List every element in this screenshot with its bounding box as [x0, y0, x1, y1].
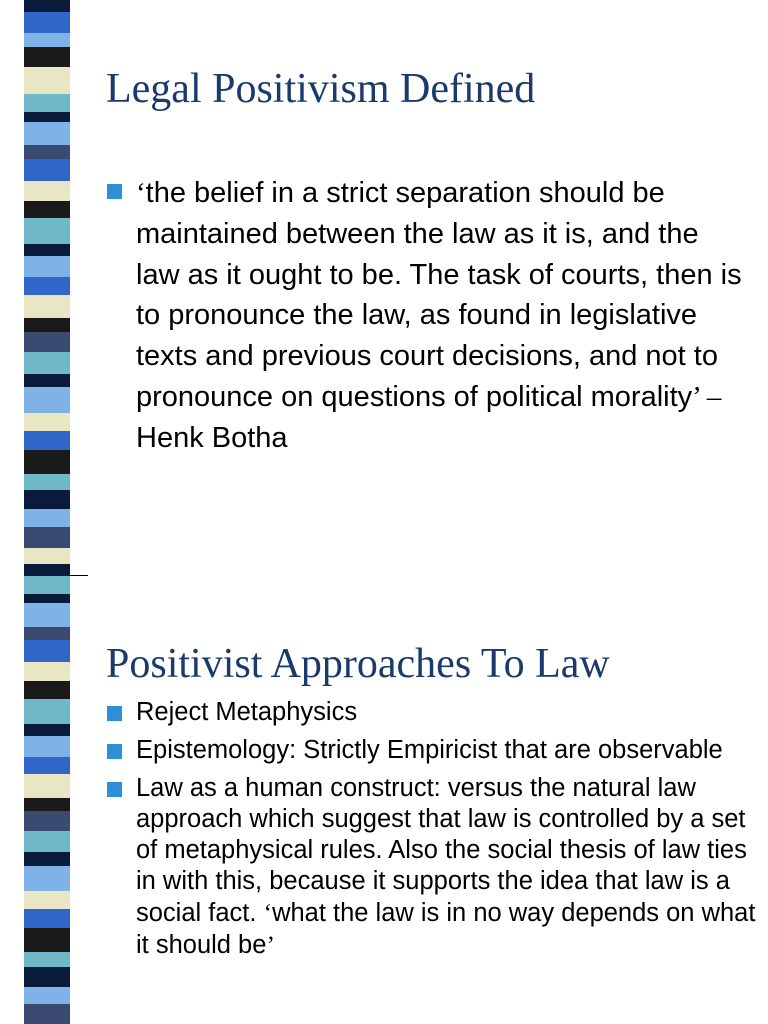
square-bullet-icon — [107, 184, 122, 199]
stripe-block — [24, 112, 70, 122]
bullet-item-human-construct — [107, 773, 757, 961]
stripe-block — [24, 811, 70, 830]
stripe-block — [24, 987, 70, 1005]
stripe-block — [24, 159, 70, 181]
stripe-block — [24, 145, 70, 159]
stripe-block — [24, 724, 70, 736]
stripe-block — [24, 627, 70, 641]
stripe-block — [24, 967, 70, 986]
stripe-block — [24, 33, 70, 47]
stripe-block — [24, 244, 70, 256]
quote-author: Henk Botha — [136, 421, 288, 454]
slide-title: Legal Positivism Defined — [106, 66, 536, 112]
stripe-block — [24, 67, 70, 95]
quote-text: the belief in a strict separation should be maintained between the law as it is, and the law as it ought to be. The task of courts, then is to pronounce the law, as found in legislative texts and previous court decisions, and not to pronounce on questions of political morality — [136, 177, 742, 413]
stripe-block — [24, 640, 70, 661]
bullet-list — [107, 697, 757, 968]
stripe-block — [24, 699, 70, 724]
bullet-text: Law as a human construct: versus the natural law approach which suggest that law is controlled by a set of metaphysical rules. Also the social thesis of law ties in with this, because it supports the idea that law is a social fact. — [136, 774, 747, 927]
stripe-block — [24, 256, 70, 278]
bullet-list — [107, 173, 747, 459]
stripe-block — [24, 181, 70, 201]
stripe-block — [24, 909, 70, 928]
slide-positivist-approaches — [0, 576, 768, 1024]
stripe-block — [24, 603, 70, 626]
stripe-block — [24, 12, 70, 34]
stripe-block — [24, 564, 70, 576]
stripe-block — [24, 0, 70, 12]
stripe-block — [24, 798, 70, 812]
close-quote: ’ — [266, 930, 275, 959]
stripe-block — [24, 952, 70, 968]
stripe-block — [24, 450, 70, 474]
stripe-block — [24, 594, 70, 604]
stripe-block — [24, 47, 70, 67]
stripe-block — [24, 332, 70, 352]
stripe-block — [24, 662, 70, 681]
stripe-block — [24, 295, 70, 319]
stripe-block — [24, 928, 70, 951]
stripe-block — [24, 374, 70, 388]
stripe-block — [24, 218, 70, 244]
stripe-block — [24, 681, 70, 699]
stripe-block — [24, 757, 70, 775]
stripe-block — [24, 736, 70, 757]
dash: – — [699, 380, 722, 413]
stripe-block — [24, 277, 70, 295]
square-bullet-icon — [107, 782, 122, 797]
stripe-block — [24, 527, 70, 549]
decorative-stripe — [24, 576, 70, 1024]
stripe-block — [24, 413, 70, 431]
stripe-block — [24, 831, 70, 852]
bullet-text: Reject Metaphysics — [136, 698, 358, 726]
bullet-item-botha-quote — [107, 173, 747, 459]
stripe-block — [24, 576, 70, 594]
stripe-block — [24, 431, 70, 451]
stripe-block — [24, 891, 70, 909]
square-bullet-icon — [107, 706, 122, 721]
stripe-block — [24, 352, 70, 374]
stripe-block — [24, 474, 70, 490]
slide-title: Positivist Approaches To Law — [106, 641, 610, 687]
stripe-block — [24, 509, 70, 527]
bullet-item-reject-metaphysics — [107, 697, 757, 728]
bullet-text: Epistemology: Strictly Empiricist that are observable — [136, 736, 723, 764]
stripe-block — [24, 1004, 70, 1024]
quote-text: what the law is in no way depends on what it should be — [136, 899, 756, 959]
square-bullet-icon — [107, 744, 122, 759]
stripe-block — [24, 122, 70, 146]
open-quote: ‘ — [136, 177, 146, 209]
close-quote: ’ — [692, 380, 700, 413]
open-quote: ‘ — [263, 898, 273, 927]
stripe-block — [24, 490, 70, 510]
stripe-block — [24, 852, 70, 866]
stripe-block — [24, 318, 70, 332]
stripe-block — [24, 774, 70, 797]
stripe-block — [24, 548, 70, 564]
stripe-block — [24, 94, 70, 112]
stripe-block — [24, 201, 70, 219]
decorative-stripe — [24, 0, 70, 576]
stripe-block — [24, 387, 70, 413]
stripe-block — [24, 866, 70, 891]
bullet-item-epistemology — [107, 735, 757, 766]
